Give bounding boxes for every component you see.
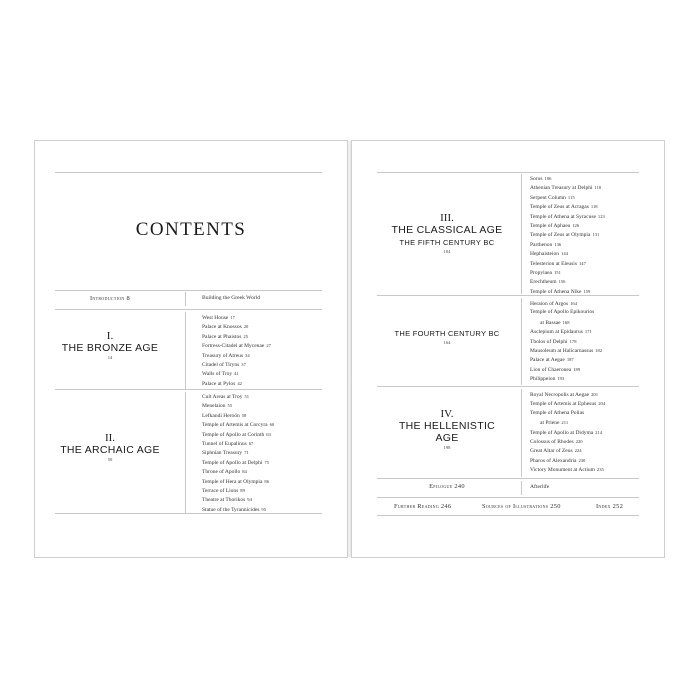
toc-entry-label: Philippeion [530, 376, 556, 383]
toc-entry-page: 25 [243, 333, 249, 339]
toc-entry-label: Parthenon [530, 241, 553, 248]
toc-entry-label: Temple of Athena Polias [530, 409, 585, 416]
classical-age-heading [377, 213, 517, 256]
bronze-age-entries [202, 313, 271, 388]
toc-entry-label: at Bassae [540, 319, 561, 326]
toc-entry-page: 27 [266, 343, 271, 349]
toc-entry-page: 230 [578, 457, 586, 463]
toc-entry [202, 420, 274, 429]
toc-entry-page: 71 [244, 450, 249, 456]
toc-entry-label: Palace at Knossos [202, 324, 242, 331]
toc-entry [202, 392, 274, 401]
toc-entry-label: Erechtheum [530, 279, 557, 286]
toc-entry-page: 201 [591, 392, 598, 397]
index-page: 252 [612, 503, 624, 510]
toc-entry-label: Lefkandi Heroön [202, 412, 240, 419]
column-divider [185, 312, 186, 390]
section-numeral: III. [440, 212, 454, 224]
toc-entry-page: 187 [566, 357, 574, 363]
introduction-subtitle: Building the Greek World [202, 295, 261, 301]
archaic-age-entries [202, 392, 274, 514]
section-title: THE FOURTH CENTURY BC [394, 329, 500, 338]
fourth-century-heading [377, 327, 517, 347]
toc-entry [530, 308, 602, 317]
toc-entry-label: Palace at Pylos [202, 380, 236, 387]
top-rule [55, 172, 322, 173]
toc-entry-label: Menelaion [202, 403, 226, 410]
epilogue-title: Epilogue [429, 483, 453, 490]
hellenistic-age-heading [377, 409, 517, 452]
toc-entry [530, 277, 605, 286]
hellenistic-age-entries [530, 390, 605, 475]
rule [377, 497, 639, 498]
section-page: 50 [107, 457, 113, 462]
toc-entry-page: 147 [578, 260, 586, 266]
toc-entry-page: 224 [574, 448, 582, 454]
toc-entry-label: Hephaisteion [530, 251, 560, 258]
toc-entry-label: Serpent Column [530, 194, 566, 201]
toc-entry-label: Temple of Artemis at Ephesus [530, 401, 597, 408]
toc-entry-label: Cult Areas at Troy [202, 394, 243, 400]
toc-entry [202, 379, 271, 388]
toc-entry-label: West House [202, 315, 229, 321]
toc-entry-page: 110 [594, 185, 602, 191]
column-divider [521, 174, 522, 294]
rule [377, 386, 639, 387]
section-page: 104 [443, 249, 451, 254]
toc-entry-label: Victory Monument at Actium [530, 467, 595, 474]
toc-entry [530, 374, 602, 383]
toc-entry-label: Temple of Apollo at Corinth [202, 431, 265, 438]
toc-entry [530, 446, 605, 455]
toc-entry-page: 37 [241, 361, 246, 367]
toc-entry [530, 337, 602, 346]
toc-entry-page: 106 [544, 176, 552, 181]
toc-entry [202, 411, 274, 420]
toc-entry-page: 67 [248, 440, 254, 446]
top-rule [377, 172, 639, 173]
toc-entry-label: Fortress-Citadel at Mycenae [202, 343, 265, 350]
column-divider [185, 392, 186, 513]
toc-entry [530, 390, 605, 399]
column-divider [521, 389, 522, 477]
toc-entry-page: 94 [247, 497, 252, 503]
section-page: 14 [107, 355, 113, 360]
toc-entry-label: Siphnian Treasury [202, 450, 243, 457]
toc-entry [530, 365, 602, 374]
rule [377, 478, 639, 479]
toc-entry-label: Great Altar of Zeus [530, 448, 573, 455]
toc-entry [530, 174, 605, 183]
toc-entry-label: Temple of Zeus at Olympia [530, 232, 591, 239]
toc-entry [202, 341, 271, 350]
rule [377, 515, 639, 516]
further-reading-title: Further Reading [394, 503, 440, 510]
sources-entry [482, 503, 561, 510]
toc-entry-label: Telesterion at Eleusis [530, 260, 577, 267]
toc-entry-page: 178 [569, 338, 577, 344]
toc-entry [530, 465, 605, 474]
introduction-title: Introduction [89, 295, 125, 302]
toc-entry-page: 164 [570, 301, 577, 306]
rule [55, 513, 322, 514]
toc-entry-page: 136 [554, 241, 562, 247]
left-page [35, 141, 347, 557]
toc-entry-page: 58 [241, 412, 247, 418]
toc-entry [202, 313, 271, 322]
toc-entry-page: 204 [598, 401, 606, 407]
toc-entry-label: Temple of Apollo Epikourios [530, 309, 595, 316]
sources-page: 250 [550, 503, 561, 510]
section-subtitle: THE FIFTH CENTURY BC [399, 238, 495, 247]
toc-entry-label: Palace at Phaistos [202, 333, 242, 340]
column-divider [521, 298, 522, 385]
toc-entry-page: 84 [242, 469, 247, 475]
toc-entry-label: Temple of Aphaea [530, 222, 571, 229]
toc-entry [530, 183, 605, 192]
fourth-century-entries [530, 299, 602, 384]
section-numeral: IV. [440, 408, 454, 420]
section-title: THE BRONZE AGE [61, 342, 159, 354]
epilogue-label [377, 483, 517, 490]
column-divider [521, 481, 522, 495]
toc-entry-label: Temple of Apollo at Delphi [202, 459, 263, 466]
toc-entry-label: Lion of Chaeronea [530, 366, 572, 373]
toc-entry-page: 168 [562, 319, 570, 325]
toc-entry-page: 211 [561, 420, 569, 426]
section-title: THE CLASSICAL AGE [391, 224, 503, 236]
rule [55, 389, 322, 390]
toc-entry [202, 401, 274, 410]
toc-entry-label: Walls of Troy [202, 371, 233, 378]
toc-entry-label: Temple of Zeus at Acragas [530, 204, 589, 211]
toc-entry-label: Temple of Athena Nike [530, 288, 582, 295]
toc-entry-page: 193 [557, 376, 565, 382]
toc-entry [530, 268, 605, 277]
toc-entry-label: Temple of Apollo at Didyma [530, 429, 594, 436]
section-page: 198 [443, 445, 451, 450]
toc-entry-page: 41 [234, 371, 239, 377]
epilogue-page: 240 [454, 483, 465, 490]
toc-entry [202, 351, 271, 360]
toc-entry-label: Colossus of Rhodes [530, 438, 574, 445]
toc-entry [530, 259, 605, 268]
toc-entry [530, 456, 605, 465]
toc-entry [530, 193, 605, 202]
toc-entry [202, 360, 271, 369]
section-numeral: I. [106, 330, 114, 342]
toc-entry [530, 346, 602, 355]
toc-entry [530, 221, 605, 230]
toc-entry [530, 428, 605, 437]
toc-entry-page: 118 [590, 204, 598, 210]
toc-entry-page: 75 [264, 459, 270, 465]
toc-entry [202, 458, 274, 467]
toc-entry [202, 430, 274, 439]
toc-entry-page: 235 [596, 467, 604, 473]
toc-entry [530, 230, 605, 239]
toc-entry-label: Mausoleum at Halicarnassus [530, 347, 594, 354]
toc-entry [202, 448, 274, 457]
toc-entry [530, 409, 605, 418]
toc-entry-page: 214 [595, 429, 603, 435]
toc-entry-label: Tholos of Delphi [530, 338, 568, 345]
further-reading-page: 246 [440, 503, 452, 510]
toc-entry-page: 131 [592, 232, 600, 238]
toc-entry-page: 42 [237, 380, 242, 386]
toc-entry-label: Temple of Artemis at Corcyra [202, 422, 268, 429]
toc-entry-page: 220 [575, 438, 583, 444]
toc-entry [530, 202, 605, 211]
toc-entry-label: Palace at Aegae [530, 357, 565, 364]
toc-entry-page: 151 [554, 269, 561, 275]
toc-entry-label: Soros [530, 176, 543, 182]
introduction-page: 8 [126, 295, 131, 302]
toc-entry [530, 437, 605, 446]
rule [55, 309, 322, 310]
toc-entry-page: 159 [583, 288, 591, 294]
toc-entry [202, 369, 271, 378]
toc-entry [530, 318, 602, 327]
toc-entry-label: Temple of Hera at Olympia [202, 478, 263, 485]
archaic-age-heading [35, 433, 185, 464]
toc-entry-page: 55 [227, 403, 233, 409]
sources-title: Sources of Illustrations [482, 503, 549, 510]
toc-entry [530, 355, 602, 364]
toc-entry-page: 144 [561, 251, 568, 257]
toc-entry-page: 123 [597, 213, 605, 219]
toc-entry-label: Citadel of Tiryns [202, 361, 240, 368]
toc-entry-page: 95 [261, 506, 266, 512]
toc-entry [202, 477, 274, 486]
toc-entry-page: 63 [266, 431, 271, 437]
toc-entry-label: Tunnel of Eupalinus [202, 440, 247, 447]
toc-entry [202, 332, 271, 341]
toc-entry-label: Asclepium at Epidaurus [530, 329, 583, 336]
column-divider [185, 292, 186, 306]
introduction-label [35, 295, 185, 302]
further-reading-entry [394, 503, 451, 510]
toc-entry [530, 212, 605, 221]
toc-entry-label: Theatre at Thorikos [202, 497, 246, 504]
toc-entry [202, 467, 274, 476]
toc-entry [202, 439, 274, 448]
toc-entry-page: 156 [558, 279, 566, 285]
classical-age-entries [530, 174, 605, 296]
contents-title: CONTENTS [135, 219, 247, 240]
toc-entry [530, 399, 605, 408]
toc-entry [530, 240, 605, 249]
toc-entry [530, 327, 602, 336]
toc-entry-label: Throne of Apollo [202, 469, 241, 476]
toc-entry-page: 182 [595, 347, 603, 353]
toc-entry [202, 495, 274, 504]
epilogue-subtitle: Afterlife [530, 484, 550, 490]
toc-entry-page: 89 [240, 487, 245, 493]
toc-entry-page: 189 [573, 366, 581, 372]
toc-entry-label: Temple of Athena at Syracuse [530, 213, 596, 220]
toc-entry-label: Statue of the Tyrannicides [202, 506, 260, 513]
toc-entry-label: at Priene [540, 420, 560, 427]
section-page: 164 [443, 340, 451, 345]
rule [377, 295, 639, 296]
toc-entry [202, 486, 274, 495]
toc-entry-label: Royal Necropolis at Aegae [530, 392, 590, 398]
toc-entry [530, 299, 602, 308]
toc-entry-label: Terrace of Lions [202, 487, 239, 494]
section-title-line1: THE HELLENISTIC [398, 420, 496, 432]
toc-entry-label: Pharos of Alexandria [530, 457, 577, 464]
section-title-line2: AGE [435, 432, 459, 444]
toc-entry-label: Heraion of Argos [530, 301, 569, 307]
rule [55, 290, 322, 291]
index-entry [596, 503, 623, 510]
toc-entry-label: Treasury of Atreus [202, 352, 244, 359]
toc-entry-page: 34 [245, 352, 250, 358]
toc-entry-page: 60 [269, 422, 275, 428]
toc-entry-label: Propylaea [530, 269, 552, 276]
toc-entry [530, 418, 605, 427]
toc-entry-page: 86 [264, 478, 269, 484]
toc-entry-page: 20 [243, 324, 249, 330]
section-title: THE ARCHAIC AGE [60, 444, 160, 456]
toc-entry [202, 322, 271, 331]
toc-entry-page: 171 [584, 329, 592, 335]
right-page [352, 141, 664, 557]
toc-entry-page: 115 [567, 194, 575, 200]
toc-entry-page: 51 [244, 394, 250, 399]
toc-entry-label: Athenian Treasury at Delphi [530, 185, 593, 192]
toc-entry [530, 249, 605, 258]
section-numeral: II. [104, 432, 116, 444]
toc-entry-page: 126 [572, 222, 580, 228]
index-title: Index [596, 503, 611, 510]
toc-entry-page: 17 [230, 315, 235, 320]
bronze-age-heading [35, 331, 185, 362]
